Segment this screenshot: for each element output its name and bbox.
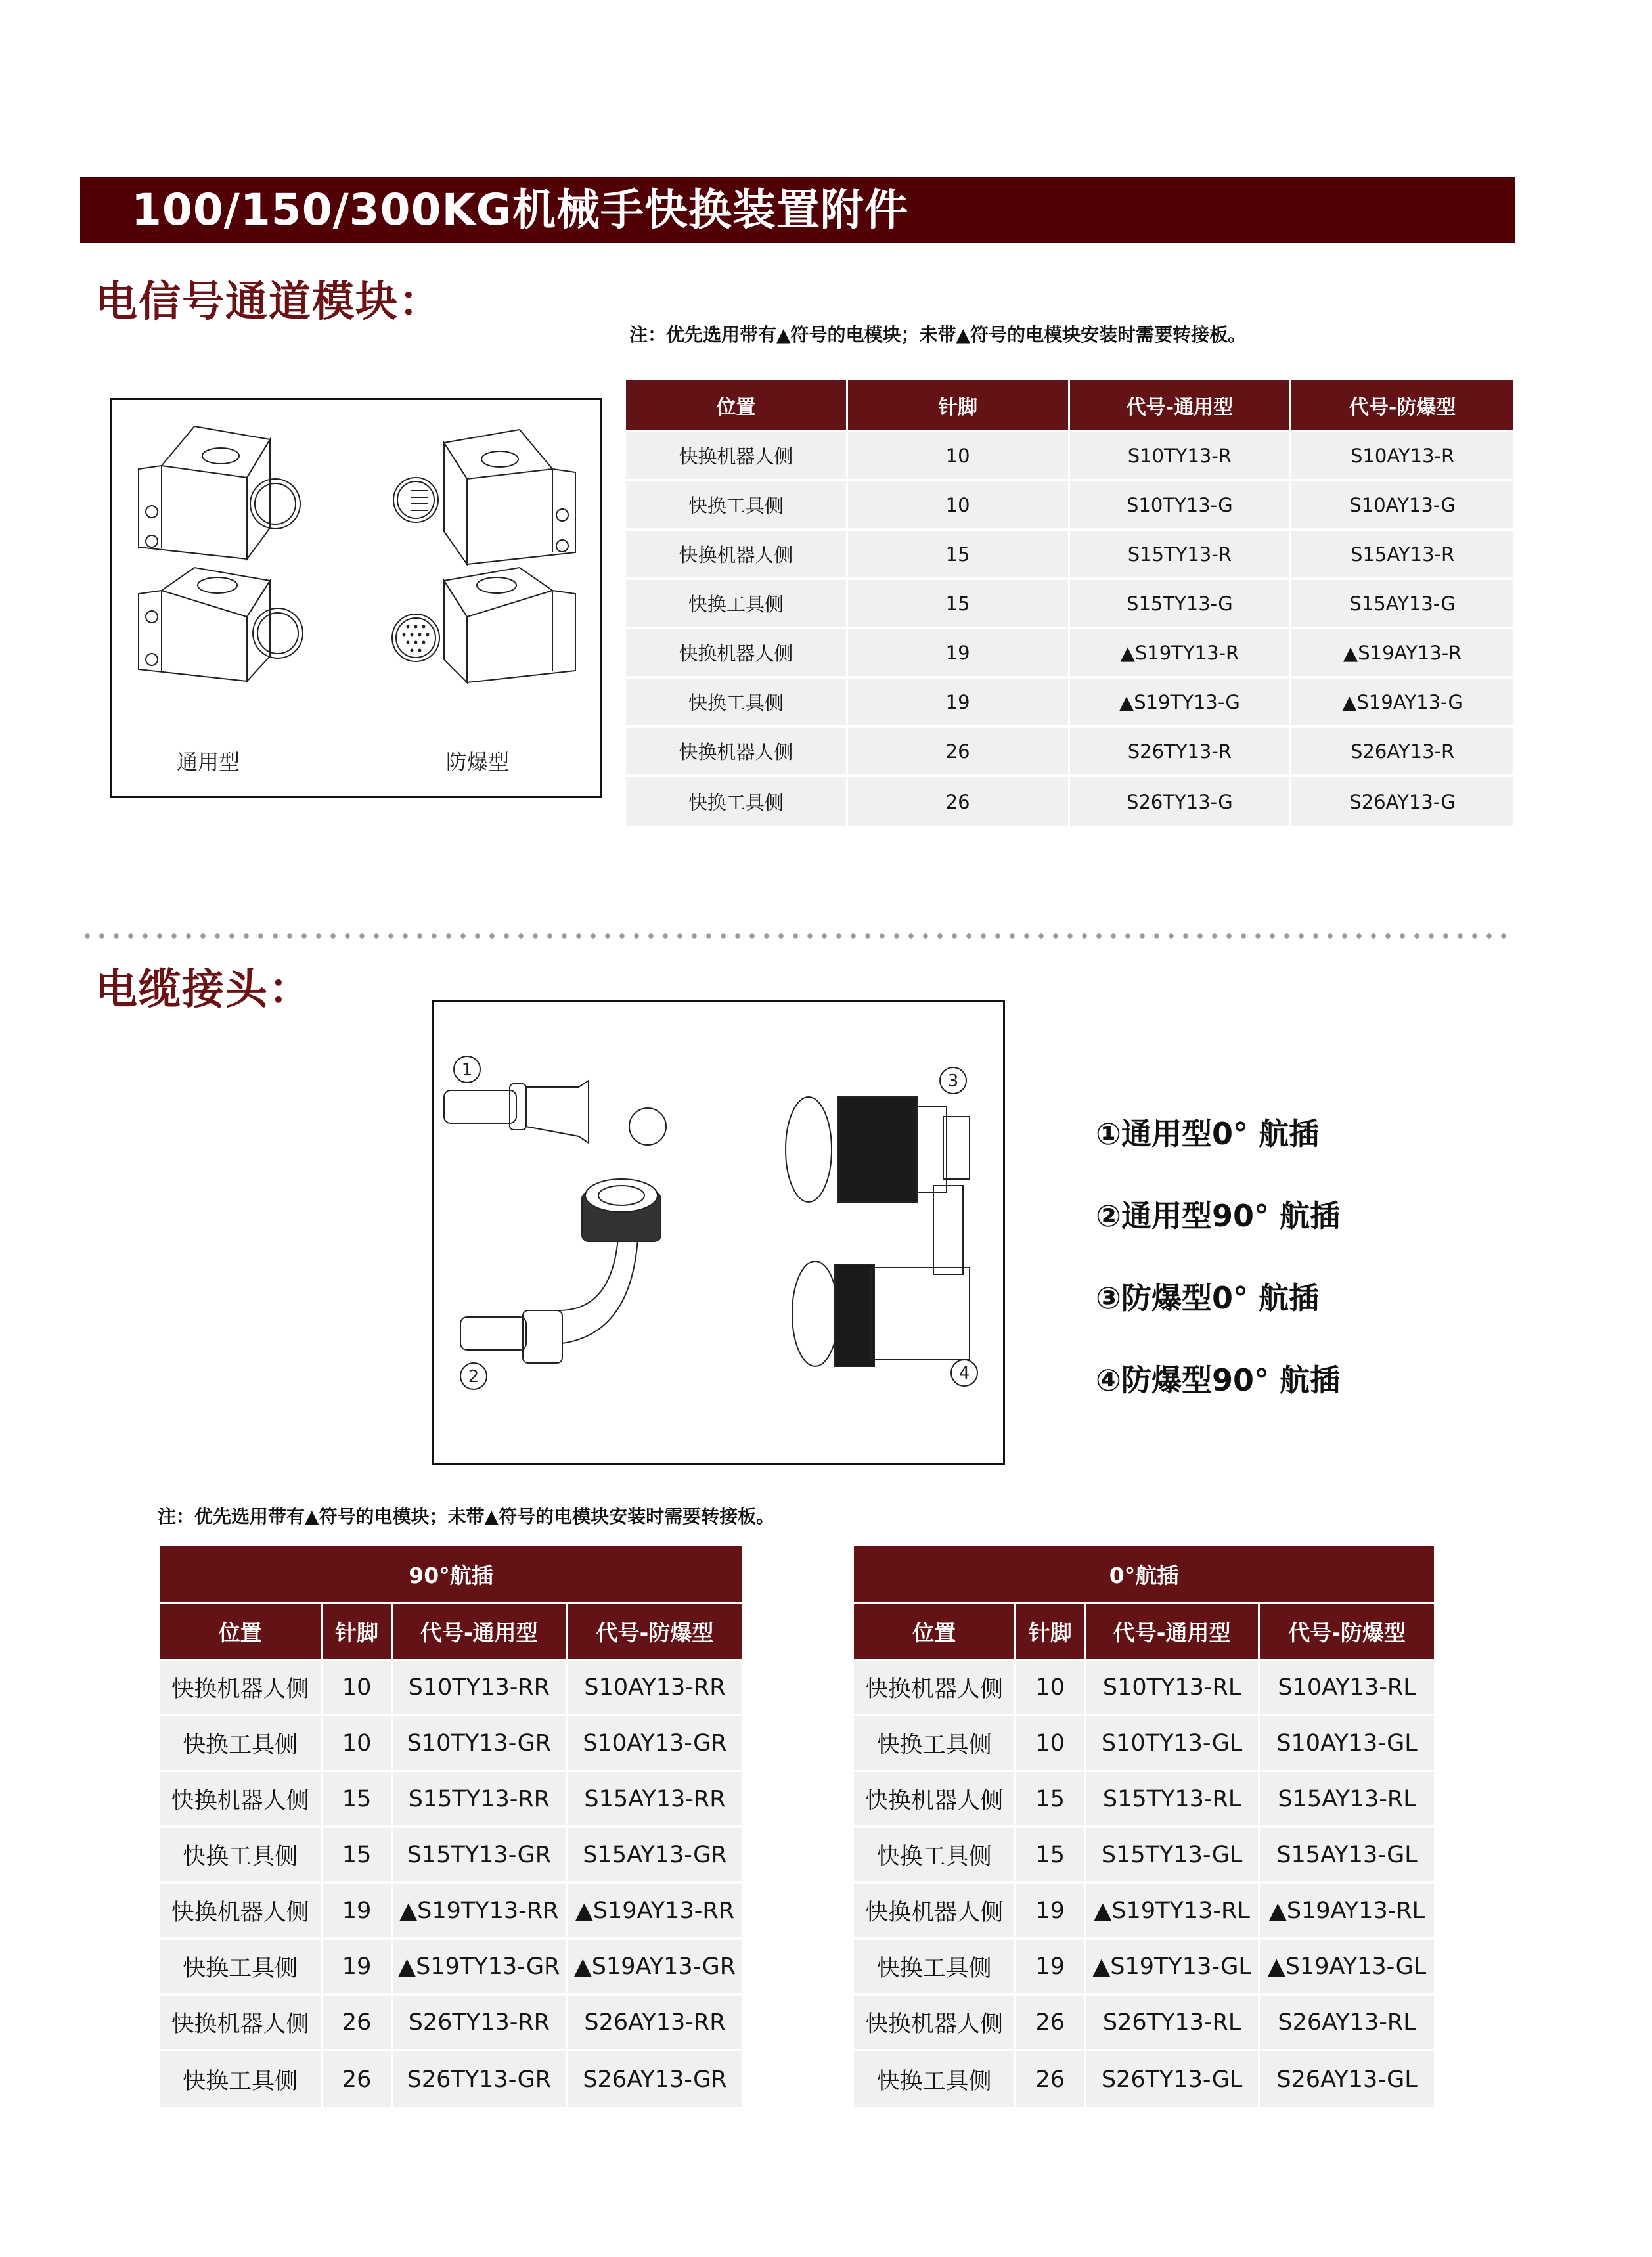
column-header-code-explosion-proof: 代号-防爆型	[1291, 380, 1513, 432]
cell-code-explosion-proof: S26AY13-G	[1291, 777, 1513, 826]
cell-code-general: S10TY13-RR	[393, 1661, 568, 1716]
cell-code-general: S26TY13-RR	[393, 1996, 568, 2051]
cell-position: 快换工具侧	[160, 1940, 323, 1996]
table-caption: 90°航插	[160, 1546, 742, 1604]
table-caption-row	[160, 1546, 742, 1604]
cable-connector-figure	[432, 1000, 1005, 1465]
connector-90-table	[160, 1546, 742, 2107]
cell-pins: 10	[1016, 1661, 1086, 1716]
cell-position: 快换工具侧	[854, 2051, 1016, 2107]
cell-position: 快换机器人侧	[854, 1996, 1016, 2051]
cell-code-explosion-proof: S10AY13-GR	[568, 1716, 742, 1772]
cell-code-explosion-proof: ▲S19AY13-R	[1291, 629, 1513, 679]
cell-code-explosion-proof: S15AY13-RL	[1260, 1772, 1434, 1828]
cable-connector-note: 注：优先选用带有▲符号的电模块；未带▲符号的电模块安装时需要转接板。	[158, 1506, 775, 1527]
cell-code-general: S26TY13-GL	[1086, 2051, 1260, 2107]
cell-code-general: S10TY13-G	[1070, 481, 1292, 531]
table-row	[854, 1661, 1434, 1716]
cell-position: 快换机器人侧	[854, 1661, 1016, 1716]
cell-pins: 15	[848, 580, 1070, 629]
cell-pins: 10	[323, 1661, 392, 1716]
cell-code-explosion-proof: S26AY13-R	[1291, 728, 1513, 777]
cell-code-explosion-proof: S10AY13-G	[1291, 481, 1513, 531]
table-row	[854, 2051, 1434, 2107]
cell-code-general: ▲S19TY13-RL	[1086, 1884, 1260, 1940]
column-header-code-general: 代号-通用型	[1086, 1604, 1260, 1661]
column-header-code-general: 代号-通用型	[393, 1604, 568, 1661]
cell-pins: 15	[323, 1828, 392, 1884]
cell-code-explosion-proof: S10AY13-GL	[1260, 1716, 1434, 1772]
cell-position: 快换工具侧	[160, 1716, 323, 1772]
cell-pins: 19	[848, 679, 1070, 728]
cell-position: 快换机器人侧	[626, 629, 848, 679]
table-caption: 0°航插	[854, 1546, 1434, 1604]
cell-code-general: S10TY13-R	[1070, 432, 1292, 481]
cell-code-explosion-proof: S10AY13-RR	[568, 1661, 742, 1716]
cell-position: 快换机器人侧	[854, 1884, 1016, 1940]
cell-position: 快换工具侧	[626, 679, 848, 728]
table-row	[160, 1884, 742, 1940]
cell-pins: 26	[1016, 2051, 1086, 2107]
cell-position: 快换工具侧	[160, 2051, 323, 2107]
cell-position: 快换机器人侧	[626, 728, 848, 777]
cell-pins: 26	[848, 728, 1070, 777]
cable-connector-heading: 电缆接头：	[95, 966, 312, 1014]
cell-code-general: S26TY13-RL	[1086, 1996, 1260, 2051]
cell-code-explosion-proof: S15AY13-R	[1291, 531, 1513, 580]
signal-module-note: 注：优先选用带有▲符号的电模块；未带▲符号的电模块安装时需要转接板。	[629, 324, 1247, 346]
cell-position: 快换工具侧	[854, 1828, 1016, 1884]
cell-code-general: S15TY13-GL	[1086, 1828, 1260, 1884]
cell-code-explosion-proof: S26AY13-GR	[568, 2051, 742, 2107]
table-header-row	[854, 1604, 1434, 1661]
cell-code-general: S26TY13-G	[1070, 777, 1292, 826]
cell-code-general: S10TY13-GR	[393, 1716, 568, 1772]
cell-pins: 15	[323, 1772, 392, 1828]
cell-position: 快换机器人侧	[626, 432, 848, 481]
table-header-row	[626, 380, 1513, 432]
cell-code-general: ▲S19TY13-G	[1070, 679, 1292, 728]
section-divider	[80, 933, 1515, 939]
figure-label-general: 通用型	[177, 749, 240, 774]
table-row	[626, 629, 1513, 679]
cell-pins: 10	[848, 481, 1070, 531]
cell-code-explosion-proof: S15AY13-G	[1291, 580, 1513, 629]
cell-code-explosion-proof: ▲S19AY13-G	[1291, 679, 1513, 728]
column-header-pins: 针脚	[848, 380, 1070, 432]
column-header-position: 位置	[854, 1604, 1016, 1661]
signal-module-figure	[110, 398, 602, 798]
table-row	[854, 1940, 1434, 1996]
legend-item-2: ②通用型90° 航插	[1096, 1198, 1340, 1234]
table-row	[160, 1996, 742, 2051]
cell-code-explosion-proof: S10AY13-R	[1291, 432, 1513, 481]
cell-pins: 19	[323, 1884, 392, 1940]
table-row	[160, 1772, 742, 1828]
cell-position: 快换机器人侧	[160, 1996, 323, 2051]
table-row	[626, 777, 1513, 826]
connector-0-table	[854, 1546, 1434, 2107]
legend-item-1: ①通用型0° 航插	[1096, 1116, 1319, 1151]
column-header-position: 位置	[160, 1604, 323, 1661]
cell-pins: 10	[323, 1716, 392, 1772]
cell-pins: 10	[848, 432, 1070, 481]
cell-code-explosion-proof: ▲S19AY13-GL	[1260, 1940, 1434, 1996]
cell-code-explosion-proof: S26AY13-GL	[1260, 2051, 1434, 2107]
table-row	[160, 1940, 742, 1996]
table-row	[160, 1716, 742, 1772]
marker-1: 1	[461, 1060, 473, 1080]
table-row	[626, 728, 1513, 777]
cable-connector-illustration	[434, 1002, 1003, 1463]
cell-pins: 15	[1016, 1772, 1086, 1828]
cell-code-general: S10TY13-RL	[1086, 1661, 1260, 1716]
cell-code-general: ▲S19TY13-GR	[393, 1940, 568, 1996]
table-row	[854, 1828, 1434, 1884]
cell-pins: 10	[1016, 1716, 1086, 1772]
table-row	[160, 1828, 742, 1884]
cell-pins: 26	[323, 1996, 392, 2051]
cell-code-explosion-proof: S26AY13-RL	[1260, 1996, 1434, 2051]
column-header-code-general: 代号-通用型	[1070, 380, 1292, 432]
cell-position: 快换机器人侧	[160, 1884, 323, 1940]
legend-item-4: ④防爆型90° 航插	[1096, 1362, 1340, 1398]
column-header-pins: 针脚	[1016, 1604, 1086, 1661]
cell-code-explosion-proof: S15AY13-GL	[1260, 1828, 1434, 1884]
cell-code-general: S15TY13-R	[1070, 531, 1292, 580]
table-row	[854, 1884, 1434, 1940]
signal-module-illustration	[112, 400, 600, 796]
cell-pins: 19	[848, 629, 1070, 679]
cell-code-general: ▲S19TY13-R	[1070, 629, 1292, 679]
figure-label-explosion-proof: 防爆型	[446, 749, 510, 774]
table-row	[626, 432, 1513, 481]
table-row	[160, 1661, 742, 1716]
cell-code-general: ▲S19TY13-RR	[393, 1884, 568, 1940]
cell-pins: 19	[323, 1940, 392, 1996]
cell-code-general: S26TY13-R	[1070, 728, 1292, 777]
column-header-position: 位置	[626, 380, 848, 432]
table-row	[626, 531, 1513, 580]
cell-code-general: S26TY13-GR	[393, 2051, 568, 2107]
table-row	[854, 1996, 1434, 2051]
cell-position: 快换工具侧	[854, 1940, 1016, 1996]
table-row	[854, 1716, 1434, 1772]
cell-position: 快换机器人侧	[160, 1661, 323, 1716]
table-row	[160, 2051, 742, 2107]
page-title: 100/150/300KG机械手快换装置附件	[80, 177, 1515, 243]
cell-code-explosion-proof: ▲S19AY13-RR	[568, 1884, 742, 1940]
column-header-code-explosion-proof: 代号-防爆型	[1260, 1604, 1434, 1661]
cell-pins: 15	[848, 531, 1070, 580]
cell-pins: 26	[1016, 1996, 1086, 2051]
cell-position: 快换机器人侧	[626, 531, 848, 580]
cell-code-explosion-proof: S26AY13-RR	[568, 1996, 742, 2051]
cell-pins: 26	[848, 777, 1070, 826]
table-caption-row	[854, 1546, 1434, 1604]
table-header-row	[160, 1604, 742, 1661]
signal-module-heading: 电信号通道模块：	[95, 278, 442, 326]
cell-pins: 15	[1016, 1828, 1086, 1884]
cell-code-explosion-proof: S10AY13-RL	[1260, 1661, 1434, 1716]
cell-position: 快换工具侧	[160, 1828, 323, 1884]
cell-position: 快换机器人侧	[160, 1772, 323, 1828]
table-row	[626, 580, 1513, 629]
cell-pins: 26	[323, 2051, 392, 2107]
cell-code-explosion-proof: ▲S19AY13-GR	[568, 1940, 742, 1996]
column-header-pins: 针脚	[323, 1604, 392, 1661]
cell-code-general: S15TY13-GR	[393, 1828, 568, 1884]
marker-4: 4	[958, 1364, 970, 1383]
marker-3: 3	[947, 1071, 959, 1091]
cell-code-general: ▲S19TY13-GL	[1086, 1940, 1260, 1996]
cell-position: 快换工具侧	[854, 1716, 1016, 1772]
cell-position: 快换工具侧	[626, 777, 848, 826]
cell-code-explosion-proof: S15AY13-GR	[568, 1828, 742, 1884]
table-row	[626, 679, 1513, 728]
cell-position: 快换工具侧	[626, 481, 848, 531]
cell-code-general: S15TY13-RL	[1086, 1772, 1260, 1828]
cell-code-explosion-proof: ▲S19AY13-RL	[1260, 1884, 1434, 1940]
cell-pins: 19	[1016, 1940, 1086, 1996]
legend-item-3: ③防爆型0° 航插	[1096, 1280, 1319, 1316]
signal-module-table	[626, 380, 1513, 826]
cell-code-general: S10TY13-GL	[1086, 1716, 1260, 1772]
cell-code-explosion-proof: S15AY13-RR	[568, 1772, 742, 1828]
cell-position: 快换机器人侧	[854, 1772, 1016, 1828]
cell-position: 快换工具侧	[626, 580, 848, 629]
marker-2: 2	[468, 1367, 480, 1387]
table-row	[854, 1772, 1434, 1828]
column-header-code-explosion-proof: 代号-防爆型	[568, 1604, 742, 1661]
table-row	[626, 481, 1513, 531]
cell-code-general: S15TY13-G	[1070, 580, 1292, 629]
cell-code-general: S15TY13-RR	[393, 1772, 568, 1828]
cell-pins: 19	[1016, 1884, 1086, 1940]
